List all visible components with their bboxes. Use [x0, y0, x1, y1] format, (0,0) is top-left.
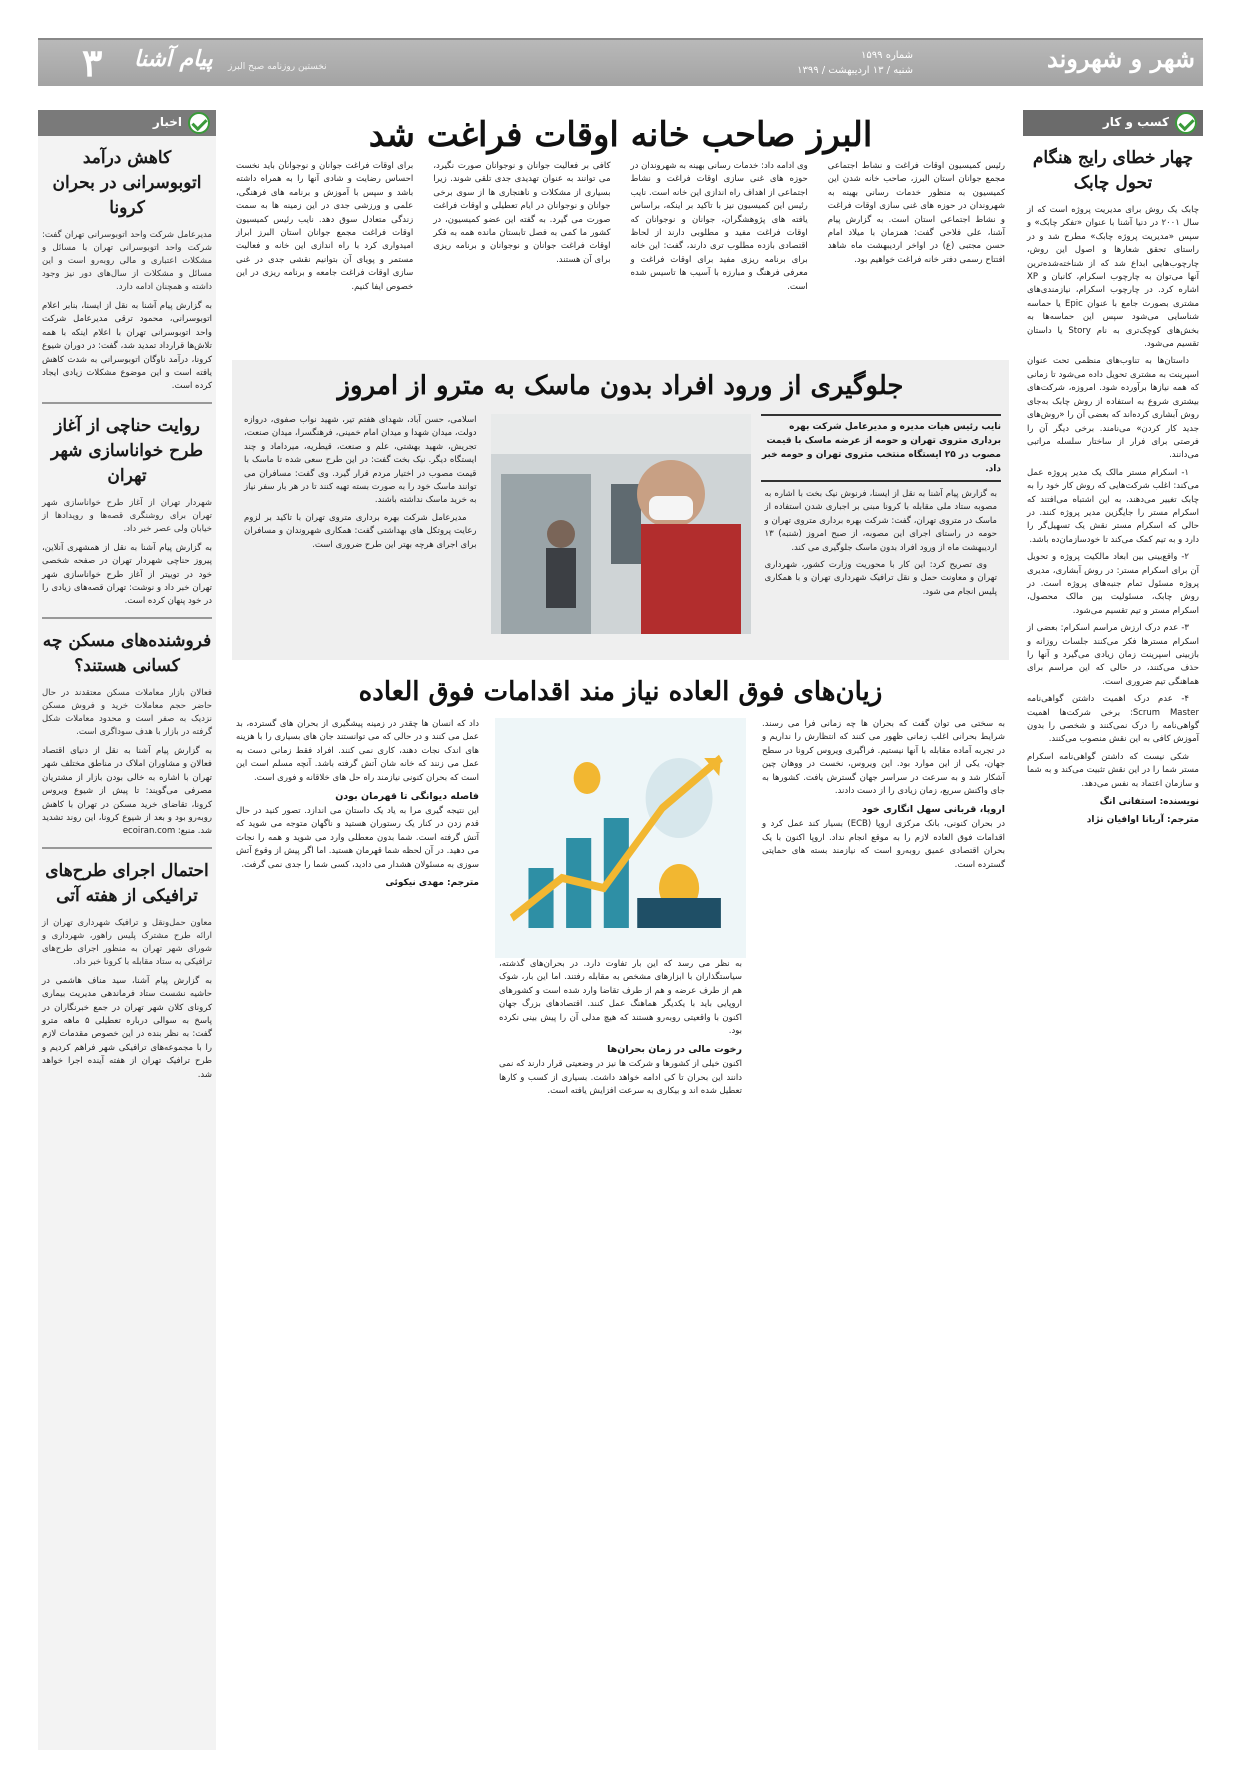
news-lede: فعالان بازار معاملات مسکن معتقدند در حال حاضر حجم معاملات خرید و فروش مسکن نزدیک به صفر است و محدود معاملات شکل گرفته در بازار با هدف سوداگری است.	[42, 687, 212, 737]
article1-columns	[232, 160, 1009, 350]
economy-headline: زیان‌های فوق العاده نیاز مند اقدامات فوق العاده	[358, 677, 883, 707]
business-label-text: کسب و کار	[1102, 115, 1169, 129]
news-label	[38, 110, 216, 136]
issue-number: شماره ۱۵۹۹	[861, 50, 913, 61]
section-title: شهر و شهروند	[1047, 44, 1195, 73]
news-body: به گزارش پیام آشنا به نقل از همشهری آنلاین، پیروز حناچی شهردار تهران در صفحه شخصی خود در توییتر از آغاز طرح خواناسازی شهر تهران خبر داد و نوشت: تهران قصه‌های زیادی را در خود پنهان کرده است.	[42, 542, 212, 607]
metro-text: به گزارش پیام آشنا به نقل از ایسنا، فرنوش نیک بخت با اشاره به مصوبه ستاد ملی مقابله با کرونا مبنی بر اجباری شدن استفاده از ماسک در متروی تهران، گفت: شرکت بهره برداری متروی تهران و حومه در راستای اجرای این مصوبه، از صبح امروز (شنبه) ۱۳ اردیبهشت ماه از ورود افراد بدون ماسک جلوگیری می کند.	[764, 489, 997, 553]
business-column	[1023, 110, 1203, 1750]
metro-text: اسلامی، حسن آباد، شهدای هفتم تیر، شهید نواب صفوی، دروازه دولت، میدان شهدا و میدان امام خمینی، فرهنگسرا، میدان صنعت، تجریش، شهید بهشتی، علم و صنعت، قیطریه، میرداماد و چند ایستگاه دیگر. نیک بخت گفت: در این طرح سعی شده تا ماسک با قیمت مصوب در اختیار مردم قرار گیرد. وی گفت: مسافران می توانند ماسک خود را به صورت بسته تهیه کنند تا در هر بار سفر نیاز به خرید ماسک نداشته باشند.	[244, 415, 477, 506]
economy-col-1	[758, 718, 1009, 1718]
check-icon	[1175, 112, 1197, 134]
business-label	[1023, 110, 1203, 136]
business-headline: چهار خطای رایج هنگام تحول چابک	[1032, 148, 1194, 193]
economy-subhead: اروپا، قربانی سهل انگاری خود	[862, 804, 1005, 816]
metro-deck: نایب رئیس هیات مدیره و مدیرعامل شرکت بهره برداری متروی تهران و حومه از عرضه ماسک با قیمت مصوب در ۲۵ ایستگاه منتخب متروی تهران و حومه خبر داد.	[761, 414, 1002, 482]
business-paragraph: ۳- عدم درک ارزش مراسم اسکرام: بعضی از اسکرام مسترها فکر می‌کنند جلسات روزانه و بازبینی اسپرینت زمان زیادی می‌گیرد و آنها را حذف می‌کنند، در حالی که این مراسم برای هماهنگی تیم ضروری است.	[1027, 623, 1199, 687]
divider	[42, 402, 212, 404]
growth-illustration	[495, 718, 746, 958]
article1-text: برای اوقات فراغت جوانان و نوجوانان باید نخست احساس رضایت و شادی آنها را به همراه داشته باشد و سپس با آموزش و برنامه های فرهنگی، علمی و ورزشی جدی در این زمینه ها به سمت زندگی متعادل سوق دهد. نایب رئیس کمیسیون اوقات فراغت مجمع جوانان استان البرز ابراز امیدواری کرد با راه اندازی این خانه و فعالیت مستمر و پویای آن بتوانیم نقشی جدی در غنی سازی اوقات فراغت جامعه و برنامه ریزی در این خصوص ایفا کنیم.	[236, 161, 414, 292]
news-lede: شهردار تهران از آغاز طرح خواناسازی شهر تهران برای روشنگری قصه‌ها و رویدادها از خیابان ولی عصر خبر داد.	[42, 497, 212, 534]
translator-credit: مترجم: آریانا اوافیان نژاد	[1086, 815, 1199, 826]
translator-credit: مترجم: مهدی نیکوئی	[385, 878, 479, 889]
news-headline: احتمال اجرای طرح‌های ترافیکی از هفته آتی	[45, 860, 209, 906]
news-lede: معاون حمل‌ونقل و ترافیک شهرداری تهران از ارائه طرح مشترک پلیس راهور، شهرداری و شورای شهر تهران به منظور اجرای طرح‌های ترافیکی به ستاد مقابله با کرونا خبر داد.	[42, 917, 212, 967]
news-headline: فروشنده‌های مسکن چه کسانی هستند؟	[42, 630, 212, 676]
main-area	[232, 110, 1009, 1750]
economy-subhead: رخوت مالی در زمان بحران‌ها	[607, 1044, 742, 1056]
news-body: به گزارش پیام آشنا، سید مناف هاشمی در حاشیه نشست ستاد فرماندهی مدیریت بیماری کرونای کلان شهر تهران در جمع خبرنگاران در پاسخ به سوالی درباره تعطیلی ۵ ماهه مترو گفت: به نظر بنده در این خصوص مقدمات لازم را با مجموعه‌های ترافیکی شهر فراهم کردیم و طرح ترافیک تهران از هفته آینده اجرا خواهد شد.	[42, 975, 212, 1080]
page-header	[38, 38, 1203, 86]
news-lede: مدیرعامل شرکت واحد اتوبوسرانی تهران گفت: شرکت واحد اتوبوسرانی تهران با مسائل و مشکلات اعتباری و مالی روبه‌رو است و این مسائل و مشکلات از سال‌های دور نیز وجود داشته و همچنان ادامه دارد.	[42, 230, 212, 292]
issue-date: شنبه / ۱۳ اردیبهشت / ۱۳۹۹	[797, 65, 913, 76]
economy-text: به نظر می رسد که این بار تفاوت دارد. در بحران‌های گذشته، سیاستگذاران با ابزارهای مشخص به مقابله رفتند. اما این بار، شوک هم از طرف عرضه و هم از طرف تقاضا وارد شده است و کشورهای اروپایی باید با یکدیگر هماهنگ عمل کنند. اقتصادهای بزرگ جهان اکنون با واقعیتی روبه‌رو هستند که هیچ مدلی آن را پیش بینی نکرده بود.	[499, 959, 742, 1037]
metro-col-1	[761, 414, 1002, 654]
economy-subhead: فاصله دیوانگی تا قهرمان بودن	[335, 791, 479, 803]
business-paragraph: ۴- عدم درک اهمیت داشتن گواهی‌نامه Scrum Master: برخی شرکت‌ها اهمیت گواهی‌نامه را درک نمی‌کنند و شخصی را بدون آموزش کافی به این نقش منصوب می‌کنند.	[1027, 694, 1199, 745]
metro-headline: جلوگیری از ورود افراد بدون ماسک به مترو از امروز	[337, 371, 904, 401]
business-paragraph: ۲- واقع‌بینی بین ابعاد مالکیت پروژه و تحویل آن برای اسکرام مستر: در روش آبشاری، مدیری پروژه مسئول تمام جنبه‌های پروژه است. در روش چابک، مسئولیت بین مالک محصول، اسکرام مستر و تیم تقسیم می‌شود.	[1027, 552, 1199, 616]
metro-text: مدیرعامل شرکت بهره برداری متروی تهران با تاکید بر لزوم رعایت پروتکل های بهداشتی گفت: همکاری شهروندان و مسافران برای اجرای هرچه بهتر این طرح ضروری است.	[244, 512, 477, 550]
news-headline: کاهش درآمد اتوبوسرانی در بحران کرونا	[52, 148, 202, 218]
business-paragraph: داستان‌ها به تناوب‌های منظمی تحت عنوان اسپرینت به مشتری تحویل داده می‌شود تا زمانی که همه نیازها برآورده شود. امروزه، شرکت‌های بیشتری شروع به استفاده از روش چابک به‌جای روش آبشاری کرده‌اند که بعضی آن را «روش‌های جدید کار کردن» می‌نامند. برخی دیگر آن را فرصتی برای فرار از ساختار سلسله مراتبی می‌دانند.	[1027, 356, 1199, 461]
economy-article	[232, 718, 1009, 1718]
news-body: به گزارش پیام آشنا به نقل از ایسنا، بنابر اعلام اتوبوسرانی، محمود ترقی مدیرعامل شرکت واحد اتوبوسرانی تهران با اعلام اینکه با همه تلاش‌ها قرارداد تمدید شد، گفت: در دوران شیوع کرونا، درآمد ناوگان اتوبوسرانی به شدت کاهش یافته است و این موضوع مشکلات زیادی ایجاد کرده است.	[42, 301, 212, 392]
divider	[42, 617, 212, 619]
news-headline: روایت حناچی از آغاز طرح خواناسازی شهر تهران	[50, 415, 204, 486]
page-number: ۳	[82, 40, 103, 85]
article1-text: کافی بر فعالیت جوانان و نوجوانان صورت نگیرد، می توانند به عنوان تهدیدی جدی تلقی شوند. زیرا بسیاری از مشکلات و ناهنجاری ها از سوی برخی جوانان و نوجوانان در ایام تعطیلی و اوقات فراغت صورت می گیرد. به گفته این عضو کمیسیون، در کشور ما کمی به فصل تابستان مانده همه به فکر اوقات فراغت جوانان و نوجوانان و برنامه ریزی برای آن هستند.	[433, 161, 611, 265]
metro-article	[232, 360, 1009, 660]
metro-col-3	[240, 414, 481, 654]
issue-info	[797, 48, 913, 78]
news-body: به گزارش پیام آشنا به نقل از دنیای اقتصاد فعالان و مشاوران املاک در مناطق مختلف شهر تهران با اشاره به خالی بودن بازار از مشتریان مصرفی می‌گویند: تا پیش از شیوع ویروس کرونا، تقاضای خرید مسکن در تهران با کاهش روبه‌رو بود و بعد از شیوع کرونا، این روند تشدید شد. منبع: ecoiran.com	[42, 745, 212, 837]
lead-headline: البرز صاحب خانه اوقات فراغت شد	[368, 115, 873, 155]
economy-col-3	[232, 718, 483, 1718]
economy-text: داد که انسان ها چقدر در زمینه پیشگیری از بحران های گسترده، بد عمل می کنند و در حالی که می توانستند جان های بسیاری را با هزینه های اندک نجات دهند، کاری نمی کنند. افراد فقط زمانی دست به عمل می زنند که خانه شان آتش گرفته باشد. آنچه مسلم است این است که بحران کنونی نیازمند راه حل های خلاقانه و فوری است.	[236, 719, 479, 783]
news-label-text: اخبار	[152, 115, 182, 129]
economy-col-2	[495, 718, 746, 1718]
economy-text: این نتیجه گیری مرا به یاد یک داستان می اندازد. تصور کنید در حال قدم زدن در کنار یک رستوران هستید و ناگهان متوجه می شوید که آتش گرفته است. شما بدون معطلی وارد می شوید و همه را نجات می دهید. در آن لحظه شما قهرمان هستید. اما اگر پیش از وقوع آتش سوزی به مسئولان هشدار می دادید، کسی شما را جدی نمی گرفت.	[236, 806, 479, 870]
business-paragraph: ۱- اسکرام مستر مالک یک مدیر پروژه عمل می‌کند: اغلب شرکت‌هایی که روش کار خود را به چابک تغییر می‌دهند، به این اشتباه می‌افتند که اسکرام مستر را جایگزین مدیر پروژه کنند. در حالی که اسکرام مستر نقش یک تسهیل‌گر را دارد و به تیم کمک می‌کند تا خودسازمان‌ده باشد.	[1027, 467, 1199, 545]
newspaper-logo: پیام آشنا	[134, 46, 213, 72]
author-credit: نویسنده: استفانی انگ	[1099, 797, 1199, 808]
business-paragraph: شکی نیست که داشتن گواهی‌نامه اسکرام مستر شما را در این نقش تثبیت می‌کند و به شما و سازمان اعتماد به نفس می‌دهد.	[1027, 751, 1199, 789]
economy-text: به سختی می توان گفت که بحران ها چه زمانی فرا می رسند. شرایط بحرانی اغلب زمانی ظهور می کنند که انتظارش را نداریم و در تجربه آماده مقابله با آنها نیستیم. فراگیری ویروس کرونا در سطح جهان، یکی از این موارد بود. این ویروس، نخست در ووهان چین آشکار شد و به سرعت در سراسر جهان گسترش یافت. کشورها به جای واکنش سریع، زمان زیادی را از دست دادند.	[762, 719, 1005, 797]
article1-text: وی ادامه داد: خدمات رسانی بهینه به شهروندان در حوزه های غنی سازی اوقات فراغت و نشاط اجتماعی از اهداف راه اندازی این خانه است. نایب رئیس این کمیسیون نیز با تاکید بر اینکه، براساس یافته های پژوهشگران، جوانان و نوجوانان که اوقات فراغت مفید و مطلوبی دارند از لحاظ اقتصادی بازده مطلوب تری دارند، گفت: این خانه برای برنامه ریزی مفید برای اوقات فراغت و معرفی فرهنگ و مبارزه با آسیب ها تاسیس شده است.	[630, 161, 808, 292]
economy-text: در بحران کنونی، بانک مرکزی اروپا (ECB) بسیار کند عمل کرد و اقدامات فوق العاده لازم را به موقع انجام نداد. اروپا اکنون با یک بحران اقتصادی عمیق روبه‌رو است که نیازمند بسته های حمایتی گسترده است.	[762, 819, 1005, 870]
article1-text: رئیس کمیسیون اوقات فراغت و نشاط اجتماعی مجمع جوانان استان البرز، صاحب خانه شدن این کمیسیون به منظور خدمات رسانی بهینه به شهروندان در حوزه های غنی سازی اوقات فراغت و نشاط اجتماعی استان است. به گزارش پیام آشنا، علی فلاحی گفت: همزمان با میلاد امام حسن مجتبی (ع) در اواخر اردیبهشت ماه شاهد افتتاح رسمی دفتر خانه فراغت خواهیم بود.	[827, 161, 1005, 265]
check-icon	[188, 112, 210, 134]
business-paragraph: چابک یک روش برای مدیریت پروژه است که از سال ۲۰۰۱ در دنیا آشنا با عنوان «تفکر چابک» و سپس «مدیریت پروژه چابک» مطرح شد و در راستای تحقق شعارها و اصول این روش، چارچوب‌هایی ابداع شد که از شناخته‌شده‌ترین آنها می‌توان به چارچوب اسکرام، کانبان و XP اشاره کرد. در چارچوب اسکرام، نیازمندی‌های مشتری بصورت جامع با عنوان Epic یا حماسه شناسایی می‌شود سپس این حماسه‌ها به بخش‌های کوچک‌تری به نام Story یا داستان تقسیم می‌شود.	[1027, 205, 1200, 350]
economy-text: اکنون خیلی از کشورها و شرکت ها نیز در وضعیتی قرار دارند که نمی دانند این بحران تا کی ادامه خواهد داشت. بسیاری از کسب و کارها تعطیل شده اند و بیکاری به سرعت افزایش یافته است.	[499, 1059, 742, 1097]
metro-text: وی تصریح کرد: این کار با محوریت وزارت کشور، شهرداری تهران و معاونت حمل و نقل ترافیک شهرداری تهران و با همکاری پلیس انجام می شود.	[764, 560, 997, 597]
news-column	[38, 110, 216, 1750]
divider	[42, 847, 212, 849]
metro-passengers-photo	[491, 414, 751, 634]
newspaper-tagline: نخستین روزنامه صبح البرز	[228, 62, 327, 72]
